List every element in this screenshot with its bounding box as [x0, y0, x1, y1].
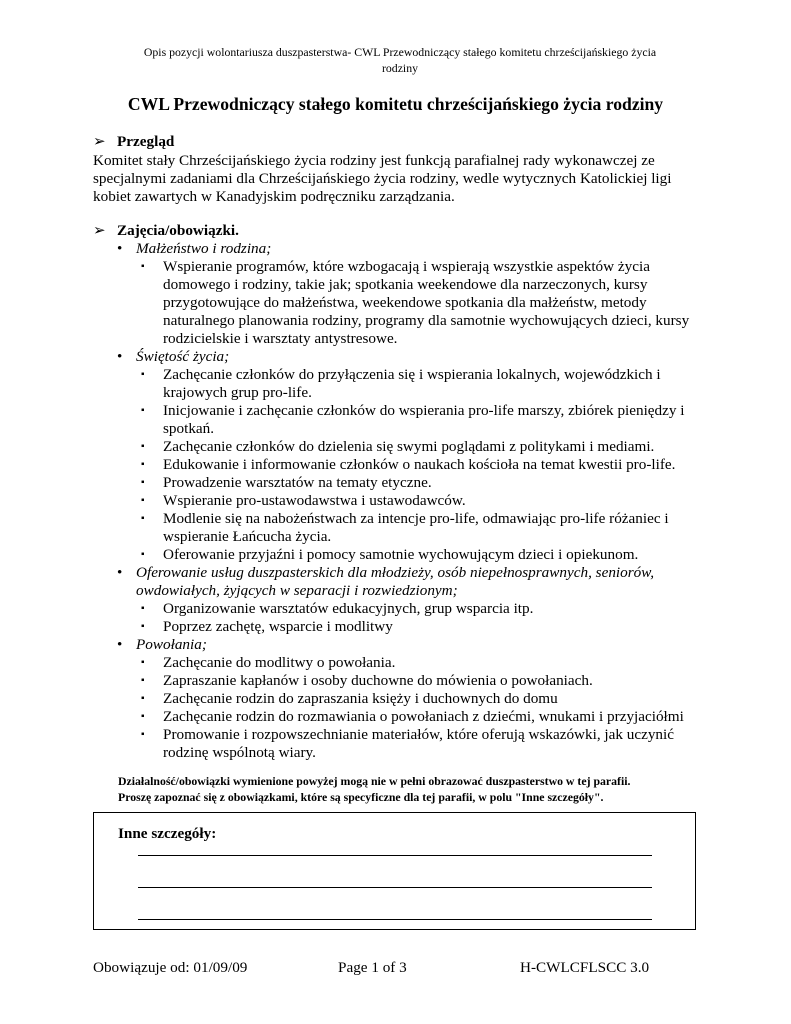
- duty-item-text: Inicjowanie i zachęcanie członków do wspierania pro-life marszy, zbiórek pieniędzy i spotkań.: [163, 402, 685, 437]
- arrow-bullet-icon: ➢: [93, 133, 106, 150]
- square-bullet-icon: ▪: [141, 441, 145, 452]
- duty-item-text: Zachęcanie członków do przyłączenia się i wspierania lokalnych, wojewódzkich i krajowych grup pro-life.: [163, 366, 661, 401]
- other-details-label: Inne szczegóły:: [118, 825, 217, 842]
- square-bullet-icon: ▪: [141, 549, 145, 560]
- duty-item: [93, 474, 713, 492]
- duty-item: [93, 438, 713, 456]
- duty-group: [93, 564, 713, 600]
- duty-item: [93, 258, 713, 348]
- duties-heading: [93, 222, 713, 240]
- square-bullet-icon: ▪: [141, 513, 145, 524]
- duty-item: [93, 600, 713, 618]
- bullet-icon: •: [117, 564, 123, 581]
- duty-item-text: Wspieranie pro-ustawodawstwa i ustawodawców.: [163, 492, 466, 509]
- overview-text: Komitet stały Chrześcijańskiego życia rodziny jest funkcją parafialnej rady wykonawczej ze specjalnymi zadaniami dla Chrześcijańskiego życia rodziny, wedle wytycznych Katolickiej ligi kobiet zawartych w Kanadyjskim podręczniku zarządzania.: [93, 152, 672, 205]
- duty-item-text: Promowanie i rozpowszechnianie materiałów, które oferują wskazówki, jak uczynić rodzinę wspólnotą wiary.: [163, 726, 674, 761]
- disclaimer-note: [118, 773, 718, 805]
- square-bullet-icon: ▪: [141, 621, 145, 632]
- duty-group-title: Oferowanie usług duszpasterskich dla młodzieży, osób niepełnosprawnych, seniorów, owdowiałych, żyjących w separacji i rozwiedzionym;: [136, 564, 655, 599]
- duty-group: [93, 348, 713, 366]
- square-bullet-icon: ▪: [141, 693, 145, 704]
- header-line-2: rodziny: [381, 61, 419, 75]
- note-line-2: Proszę zapoznać się z obowiązkami, które są specyficzne dla tej parafii, w polu "Inne szczegóły".: [118, 790, 604, 804]
- duty-item-text: Modlenie się na nabożeństwach za intencje pro-life, odmawiając pro-life różaniec i wspieranie Łańcucha życia.: [163, 510, 669, 545]
- duty-item-text: Wspieranie programów, które wzbogacają i wspierają wszystkie aspektów życia domowego i rodziny, takie jak; spotkania weekendowe dla narzeczonych, kursy przygotowujące do małżeństwa, weekendowe spotkania dla małżeństw, metody naturalnego planowania rodziny, programy dla samotnie wychowujących dzieci, kursy rodzicielskie i warsztaty antystresowe.: [163, 258, 690, 347]
- document-title: CWL Przewodniczący stałego komitetu chrześcijańskiego życia rodziny: [127, 94, 664, 114]
- square-bullet-icon: ▪: [141, 459, 145, 470]
- square-bullet-icon: ▪: [141, 729, 145, 740]
- duty-item-text: Prowadzenie warsztatów na tematy etyczne.: [163, 474, 432, 491]
- bullet-icon: •: [117, 240, 123, 257]
- other-details-box: [93, 812, 696, 930]
- duty-item-text: Edukowanie i informowanie członków o naukach kościoła na temat kwestii pro-life.: [163, 456, 676, 473]
- duty-item: [93, 456, 713, 474]
- duty-item: [93, 366, 713, 402]
- overview-heading: [93, 133, 713, 151]
- duty-item-text: Organizowanie warsztatów edukacyjnych, grup wsparcia itp.: [163, 600, 534, 617]
- bullet-icon: •: [117, 348, 123, 365]
- arrow-bullet-icon: ➢: [93, 222, 106, 239]
- duty-group-title: Świętość życia;: [136, 348, 230, 365]
- footer-page-number: Page 1 of 3: [338, 959, 407, 976]
- duty-item: [93, 708, 713, 726]
- write-in-line[interactable]: [138, 919, 652, 920]
- duty-item-text: Oferowanie przyjaźni i pomocy samotnie wychowującym dzieci i opiekunom.: [163, 546, 639, 563]
- duties-heading-text: Zajęcia/obowiązki.: [117, 222, 239, 239]
- square-bullet-icon: ▪: [141, 261, 145, 272]
- duty-group: [93, 240, 713, 258]
- duty-item: [93, 690, 713, 708]
- square-bullet-icon: ▪: [141, 711, 145, 722]
- square-bullet-icon: ▪: [141, 495, 145, 506]
- square-bullet-icon: ▪: [141, 657, 145, 668]
- overview-heading-text: Przegląd: [117, 133, 175, 150]
- duty-item-text: Zachęcanie członków do dzielenia się swymi poglądami z politykami i mediami.: [163, 438, 655, 455]
- square-bullet-icon: ▪: [141, 405, 145, 416]
- duty-group-title: Powołania;: [136, 636, 207, 653]
- note-line-1: Działalność/obowiązki wymienione powyżej mogą nie w pełni obrazować duszpasterstwo w tej parafii.: [118, 774, 631, 788]
- duties-section: [93, 222, 713, 762]
- duty-item-text: Poprzez zachętę, wsparcie i modlitwy: [163, 618, 393, 635]
- overview-section: [93, 133, 713, 206]
- write-in-line[interactable]: [138, 887, 652, 888]
- duty-group: [93, 636, 713, 654]
- duty-item-text: Zapraszanie kapłanów i osoby duchowne do mówienia o powołaniach.: [163, 672, 593, 689]
- duty-item: [93, 402, 713, 438]
- square-bullet-icon: ▪: [141, 369, 145, 380]
- duty-item: [93, 510, 713, 546]
- square-bullet-icon: ▪: [141, 675, 145, 686]
- duty-item: [93, 546, 713, 564]
- duty-item-text: Zachęcanie rodzin do rozmawiania o powołaniach z dziećmi, wnukami i przyjaciółmi: [163, 708, 684, 725]
- footer-document-code: H-CWLCFLSCC 3.0: [520, 959, 650, 976]
- duty-item: [93, 654, 713, 672]
- duty-item-text: Zachęcanie rodzin do zapraszania księży i duchownych do domu: [163, 690, 558, 707]
- duty-item: [93, 492, 713, 510]
- bullet-icon: •: [117, 636, 123, 653]
- duty-group-title: Małżeństwo i rodzina;: [136, 240, 272, 257]
- duty-item: [93, 726, 713, 762]
- duty-item: [93, 672, 713, 690]
- header-line-1: Opis pozycji wolontariusza duszpasterstwa- CWL Przewodniczący stałego komitetu chrześcijańskiego życia: [143, 45, 657, 59]
- page-header: [100, 44, 700, 76]
- square-bullet-icon: ▪: [141, 603, 145, 614]
- duty-item-text: Zachęcanie do modlitwy o powołania.: [163, 654, 396, 671]
- write-in-line[interactable]: [138, 855, 652, 856]
- square-bullet-icon: ▪: [141, 477, 145, 488]
- footer-effective-date: Obowiązuje od: 01/09/09: [93, 959, 248, 976]
- duty-item: [93, 618, 713, 636]
